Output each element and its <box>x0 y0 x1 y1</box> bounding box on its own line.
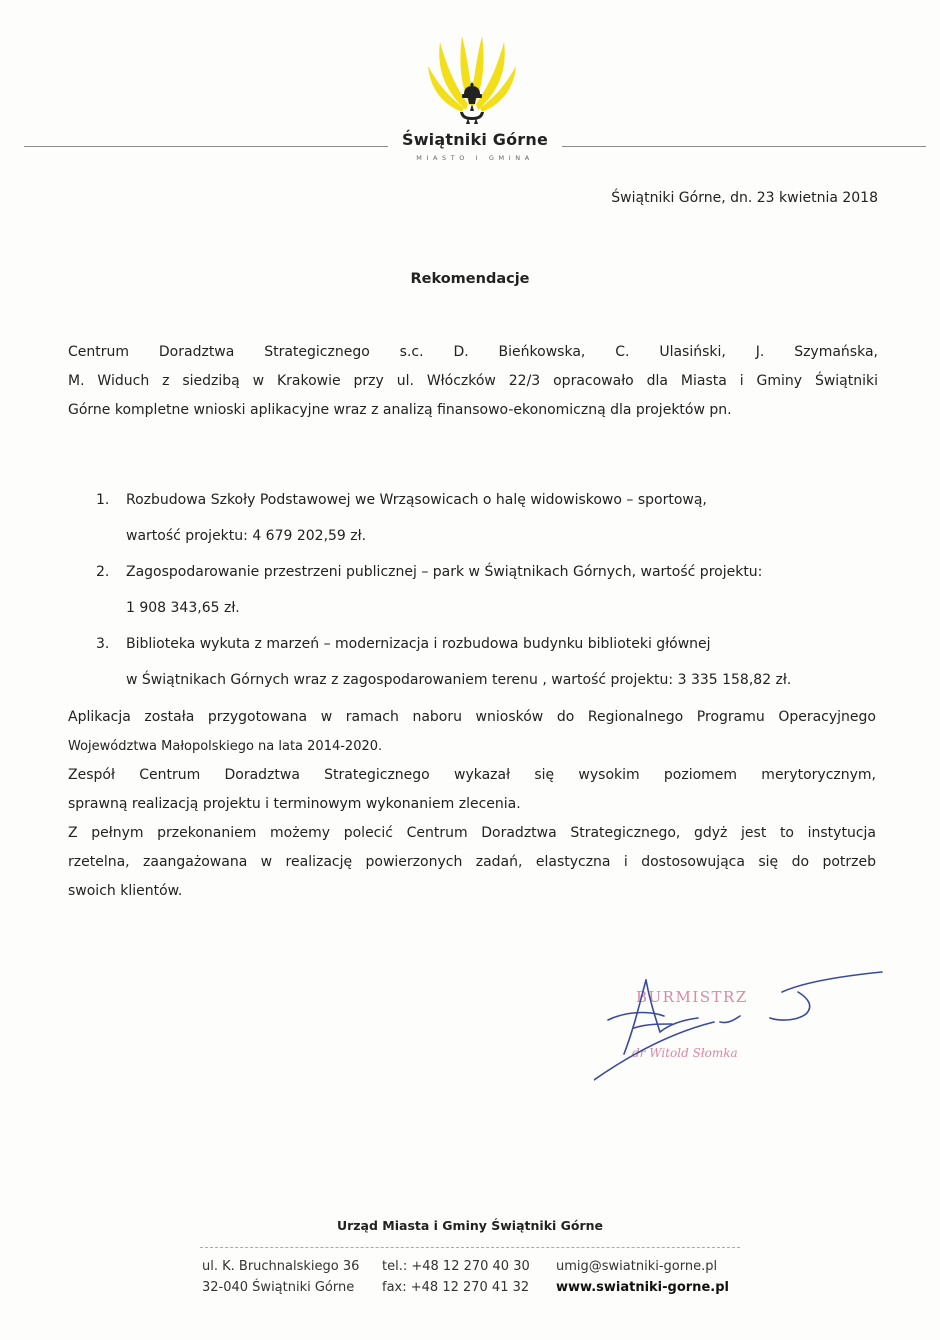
brand-subtitle: MIASTO I GMINA <box>416 154 534 162</box>
list-item-number: 1. <box>96 492 110 508</box>
footer-rule <box>200 1247 740 1248</box>
list-item <box>96 482 886 554</box>
closing-line: sprawną realizacją projektu i terminowym wykonaniem zlecenia. <box>68 796 521 812</box>
signature-stamp-title: BURMISTRZ <box>636 988 748 1006</box>
footer-address-line: 32-040 Świątniki Górne <box>202 1280 355 1295</box>
closing-line: Województwa Małopolskiego na lata 2014-2020. <box>68 739 383 754</box>
closing-line: swoich klientów. <box>68 883 183 899</box>
brand-name: Świątniki Górne <box>401 130 549 149</box>
intro-line: Górne kompletne wnioski aplikacyjne wraz z analizą finansowo-ekonomiczną dla projektów pn. <box>68 402 732 418</box>
header-rule-right <box>562 146 926 147</box>
footer-address-line: ul. K. Bruchnalskiego 36 <box>202 1259 360 1274</box>
list-item-text: Biblioteka wykuta z marzeń – modernizacja i rozbudowa budynku biblioteki głównej <box>126 636 711 652</box>
crest-logo-icon <box>428 32 516 132</box>
closing-line: rzetelna, zaangażowana w realizację powierzonych zadań, elastyczna i dostosowująca się do potrzeb <box>68 854 876 870</box>
closing-paragraphs <box>68 703 876 906</box>
footer-website-link[interactable]: www.swiatniki-gorne.pl <box>556 1280 729 1295</box>
header-rule-left <box>24 146 388 147</box>
list-item-text: w Świątnikach Górnych wraz z zagospodarowaniem terenu , wartość projektu: 3 335 158,82 zł. <box>126 672 792 688</box>
footer-email-link[interactable]: umig@swiatniki-gorne.pl <box>556 1259 718 1274</box>
footer-online <box>556 1256 729 1298</box>
list-item-number: 3. <box>96 636 110 652</box>
document-title: Rekomendacje <box>410 271 530 287</box>
intro-paragraph <box>68 338 878 425</box>
closing-line: Zespół Centrum Doradztwa Strategicznego wykazał się wysokim poziomem merytorycznym, <box>68 767 876 783</box>
footer-contact-numbers <box>382 1256 530 1298</box>
letter-date: Świątniki Górne, dn. 23 kwietnia 2018 <box>611 190 878 206</box>
signature-stamp-name: dr Witold Słomka <box>632 1046 738 1060</box>
list-item-text: Zagospodarowanie przestrzeni publicznej – park w Świątnikach Górnych, wartość projektu: <box>126 564 763 580</box>
intro-line: Centrum Doradztwa Strategicznego s.c. D. Bieńkowska, C. Ulasiński, J. Szymańska, <box>68 344 878 360</box>
project-list <box>96 482 886 698</box>
footer-phone: tel.: +48 12 270 40 30 <box>382 1259 530 1274</box>
footer-fax: fax: +48 12 270 41 32 <box>382 1280 530 1295</box>
list-item <box>96 626 886 698</box>
list-item-number: 2. <box>96 564 110 580</box>
list-item-text: wartość projektu: 4 679 202,59 zł. <box>126 528 367 544</box>
intro-line: M. Widuch z siedzibą w Krakowie przy ul. Włóczków 22/3 opracowało dla Miasta i Gminy Świątniki <box>68 373 878 389</box>
closing-line: Z pełnym przekonaniem możemy polecić Centrum Doradztwa Strategicznego, gdyż jest to instytucja <box>68 825 876 841</box>
footer-address <box>202 1256 359 1298</box>
closing-line: Aplikacja została przygotowana w ramach naboru wniosków do Regionalnego Programu Operacyjnego <box>68 709 876 725</box>
list-item <box>96 554 886 626</box>
list-item-text: Rozbudowa Szkoły Podstawowej we Wrząsowicach o halę widowiskowo – sportową, <box>126 492 707 508</box>
footer-office-name: Urząd Miasta i Gminy Świątniki Górne <box>336 1218 604 1233</box>
list-item-text: 1 908 343,65 zł. <box>126 600 240 616</box>
handwritten-signature-icon <box>594 962 890 1082</box>
